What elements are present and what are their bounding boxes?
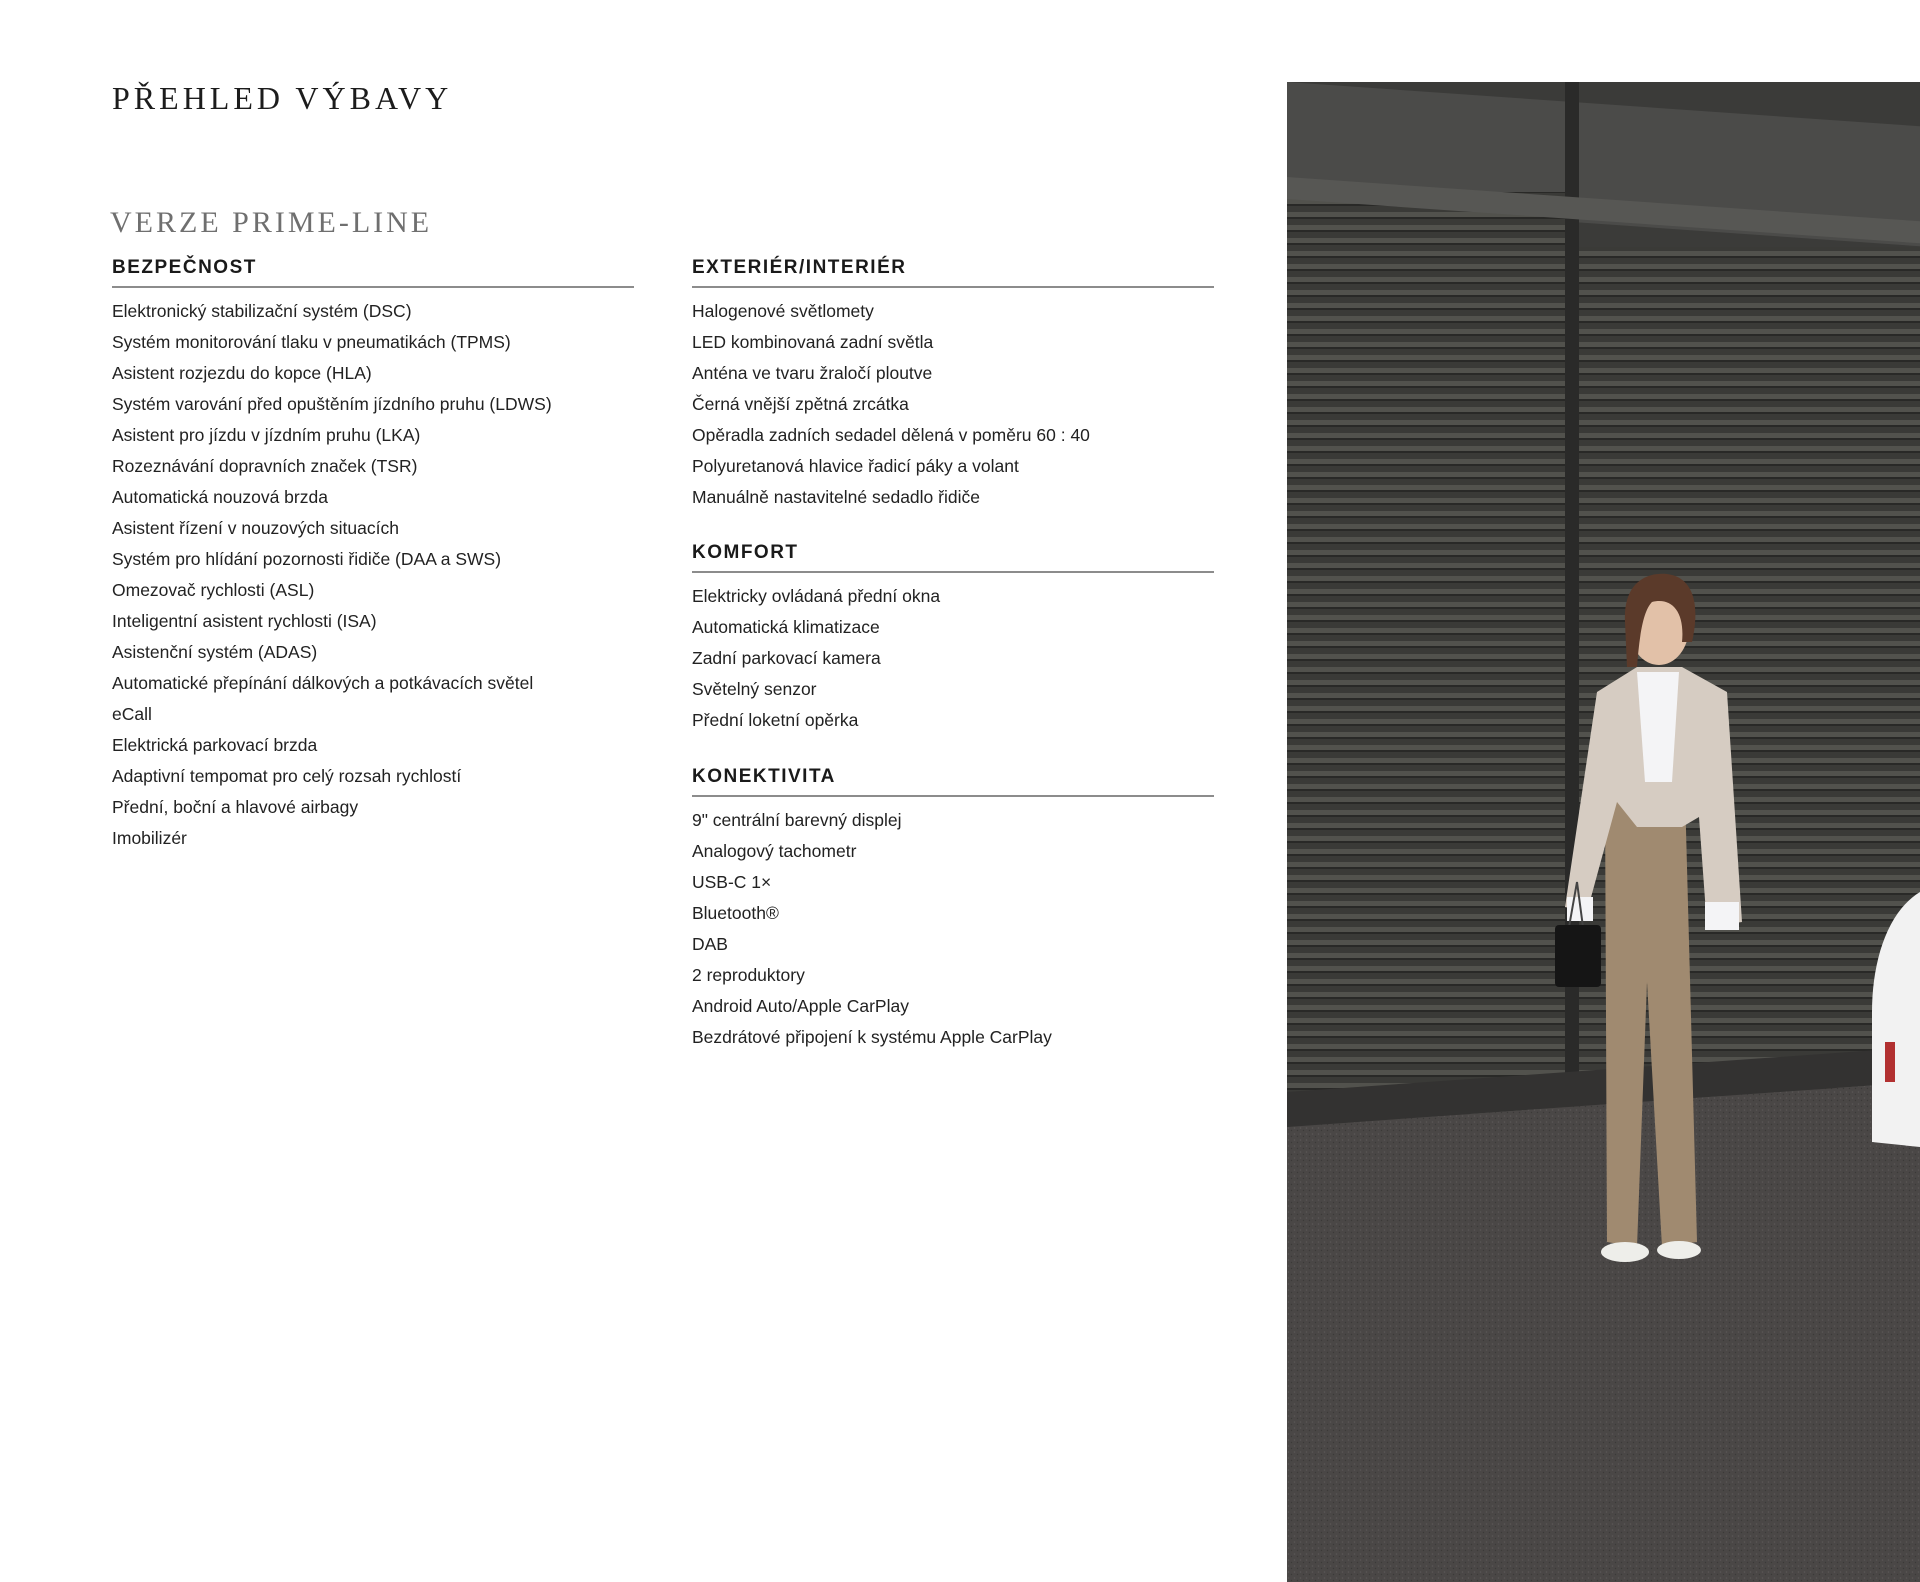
feature-list-safety	[112, 296, 634, 854]
feature-item: 9" centrální barevný displej	[692, 810, 902, 830]
section-heading-safety: BEZPEČNOST	[112, 256, 634, 288]
feature-item: Automatická klimatizace	[692, 617, 880, 637]
feature-item: Asistenční systém (ADAS)	[112, 642, 318, 662]
feature-item: Elektricky ovládaná přední okna	[692, 586, 941, 606]
photo-illustration	[1287, 82, 1920, 1582]
section-comfort	[692, 541, 1214, 736]
section-safety	[112, 256, 634, 854]
feature-item: 2 reproduktory	[692, 965, 805, 985]
feature-item: Přední loketní opěrka	[692, 710, 859, 730]
feature-item: Android Auto/Apple CarPlay	[692, 996, 909, 1016]
page-title: PŘEHLED VÝBAVY	[112, 80, 453, 116]
feature-item: Manuálně nastavitelné sedadlo řidiče	[692, 487, 980, 507]
section-heading-connectivity: KONEKTIVITA	[692, 765, 1214, 797]
feature-item: Elektronický stabilizační systém (DSC)	[112, 301, 412, 321]
feature-item: Automatické přepínání dálkových a potkávacích světel	[112, 673, 534, 693]
feature-item: Černá vnější zpětná zrcátka	[692, 394, 909, 414]
feature-list-connectivity	[692, 805, 1214, 1053]
feature-item: Systém varování před opuštěním jízdního pruhu (LDWS)	[112, 394, 552, 414]
feature-item: Opěradla zadních sedadel dělená v poměru 60 : 40	[692, 425, 1090, 445]
section-heading-comfort: KOMFORT	[692, 541, 1214, 573]
section-exterior-interior	[692, 256, 1214, 513]
feature-item: Systém pro hlídání pozornosti řidiče (DAA a SWS)	[112, 549, 502, 569]
feature-item: Asistent rozjezdu do kopce (HLA)	[112, 363, 372, 383]
feature-item: Rozeznávání dopravních značek (TSR)	[112, 456, 418, 476]
feature-item: Bluetooth®	[692, 903, 779, 923]
feature-item: Omezovač rychlosti (ASL)	[112, 580, 315, 600]
feature-item: USB-C 1×	[692, 872, 772, 892]
feature-item: DAB	[692, 934, 728, 954]
section-connectivity	[692, 765, 1214, 1053]
feature-item: Světelný senzor	[692, 679, 817, 699]
feature-item: Přední, boční a hlavové airbagy	[112, 797, 359, 817]
feature-item: Inteligentní asistent rychlosti (ISA)	[112, 611, 377, 631]
feature-list-comfort	[692, 581, 1214, 736]
feature-item: LED kombinovaná zadní světla	[692, 332, 934, 352]
feature-item: Analogový tachometr	[692, 841, 857, 861]
feature-item: Asistent pro jízdu v jízdním pruhu (LKA)	[112, 425, 421, 445]
feature-item: Automatická nouzová brzda	[112, 487, 328, 507]
feature-item: Imobilizér	[112, 828, 187, 848]
feature-item: Zadní parkovací kamera	[692, 648, 881, 668]
feature-item: Systém monitorování tlaku v pneumatikách (TPMS)	[112, 332, 511, 352]
feature-list-exterior-interior	[692, 296, 1214, 513]
feature-item: Polyuretanová hlavice řadicí páky a volant	[692, 456, 1019, 476]
feature-item: Halogenové světlomety	[692, 301, 874, 321]
feature-item: Bezdrátové připojení k systému Apple CarPlay	[692, 1027, 1052, 1047]
feature-item: Elektrická parkovací brzda	[112, 735, 318, 755]
feature-item: Adaptivní tempomat pro celý rozsah rychlostí	[112, 766, 462, 786]
feature-item: Anténa ve tvaru žraločí ploutve	[692, 363, 933, 383]
feature-item: eCall	[112, 704, 152, 724]
lifestyle-photo	[1287, 82, 1920, 1582]
section-heading-exterior-interior: EXTERIÉR/INTERIÉR	[692, 256, 1214, 288]
version-title: VERZE PRIME-LINE	[110, 206, 433, 239]
feature-item: Asistent řízení v nouzových situacích	[112, 518, 399, 538]
